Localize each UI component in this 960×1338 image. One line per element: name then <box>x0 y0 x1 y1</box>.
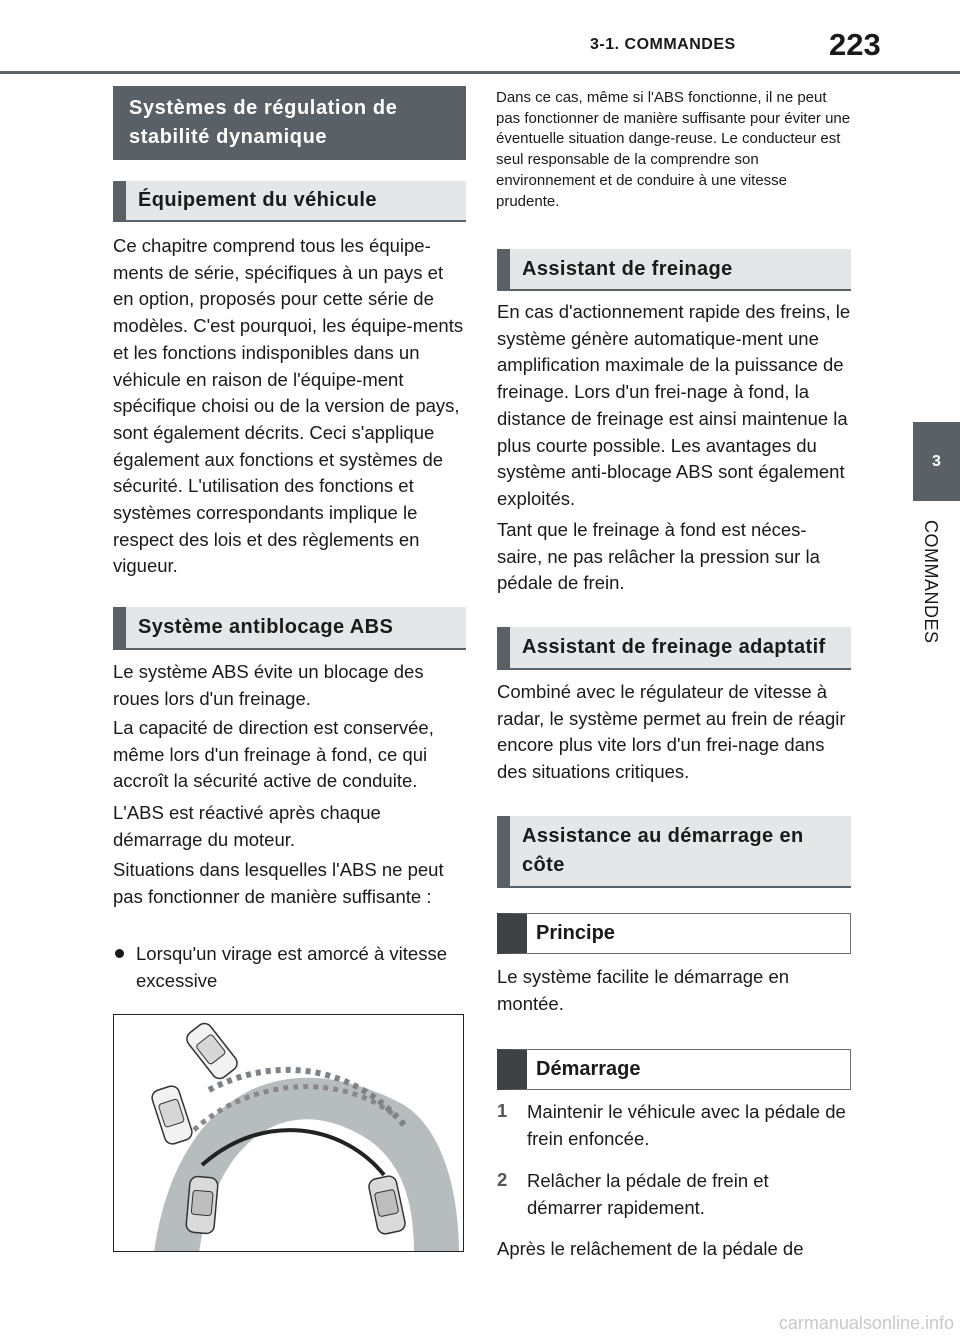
abs-limits-note: Dans ce cas, même si l'ABS fonctionne, il ne peut pas fonctionner de manière suffisante pour éviter une éventuelle situation dange-reuse. Le conducteur est seul responsable de la comprendre son environnement et de conduire à une vitesse prudente. <box>496 89 851 210</box>
step-number: 1 <box>497 1100 508 1121</box>
car-icon <box>184 1020 241 1081</box>
abs-paragraph-4: Situations dans lesquelles l'ABS ne peut pas fonctionner de manière suffisante : <box>113 859 444 907</box>
car-icon <box>186 1176 219 1234</box>
abs-curve-illustration <box>113 1014 464 1252</box>
abs-paragraph-2: La capacité de direction est conservée, même lors d'un freinage à fond, ce qui accroît la sécurité active de conduite. <box>113 717 434 792</box>
chapter-tab <box>913 422 960 501</box>
after-release-text: Après le relâchement de la pédale de <box>497 1238 804 1259</box>
heading-adaptive-brake-assist: Assistant de freinage adaptatif <box>497 627 851 670</box>
chapter-label: COMMANDES <box>921 520 941 644</box>
step-text: Relâcher la pédale de frein et démarrer rapidement. <box>527 1170 769 1218</box>
abs-bullet-item: Lorsqu'un virage est amorcé à vitesse excessive <box>136 943 447 991</box>
brake-assist-paragraph-1: En cas d'actionnement rapide des freins, le système génère automatique-ment une amplification maximale de la puissance de freinage. Lors d'un frei-nage à fond, la distance de freinage est ainsi maintenue la plus courte possible. Les avantages du système anti-blocage ABS sont également exploités. <box>497 301 851 509</box>
header-section-title: 3-1. COMMANDES <box>590 36 736 53</box>
header-rule <box>0 71 960 74</box>
subheading-principle: Principe <box>497 913 851 954</box>
subheading-start: Démarrage <box>497 1049 851 1090</box>
adaptive-brake-assist-body: Combiné avec le régulateur de vitesse à radar, le système permet au frein de réagir encore plus vite lors d'un frei-nage dans des situations critiques. <box>497 681 846 783</box>
principle-body: Le système facilite le démarrage en montée. <box>497 966 790 1014</box>
heading-brake-assist: Assistant de freinage <box>497 249 851 291</box>
brake-assist-paragraph-2: Tant que le freinage à fond est néces-saire, ne pas relâcher la pression sur la pédale de frein. <box>497 519 820 594</box>
page-number: 223 <box>829 27 881 62</box>
heading-hill-start-assist: Assistance au démarrage en côte <box>497 816 851 888</box>
step-text: Maintenir le véhicule avec la pédale de frein enfoncée. <box>527 1101 846 1149</box>
car-icon <box>150 1084 194 1146</box>
car-icon <box>367 1175 406 1236</box>
heading-abs: Système antiblocage ABS <box>113 607 466 650</box>
bullet-dot <box>115 949 124 958</box>
watermark: carmanualsonline.info <box>778 1313 954 1333</box>
vehicle-equipment-body: Ce chapitre comprend tous les équipe-ments de série, spécifiques à un pays et en option, proposés pour cette série de modèles. C'est pourquoi, les équipe-ments et les fonctions indisponibles dans un véhicule en raison de l'équipe-ment spécifique choisi ou de la version de pays, sont également décrits. Ceci s'applique également aux fonctions et systèmes de sécurité. L'utilisation des fonctions et systèmes correspondants implique le respect des lois et des règlements en vigueur. <box>113 235 464 577</box>
chapter-number: 3 <box>932 452 941 470</box>
heading-vehicle-equipment: Équipement du véhicule <box>113 181 466 222</box>
step-number: 2 <box>497 1169 508 1190</box>
road-curve-figure <box>114 1015 464 1252</box>
main-section-heading: Systèmes de régulation de stabilité dynamique <box>113 86 466 160</box>
abs-paragraph-1: Le système ABS évite un blocage des roues lors d'un freinage. <box>113 661 424 709</box>
abs-paragraph-3: L'ABS est réactivé après chaque démarrage du moteur. <box>113 802 381 850</box>
